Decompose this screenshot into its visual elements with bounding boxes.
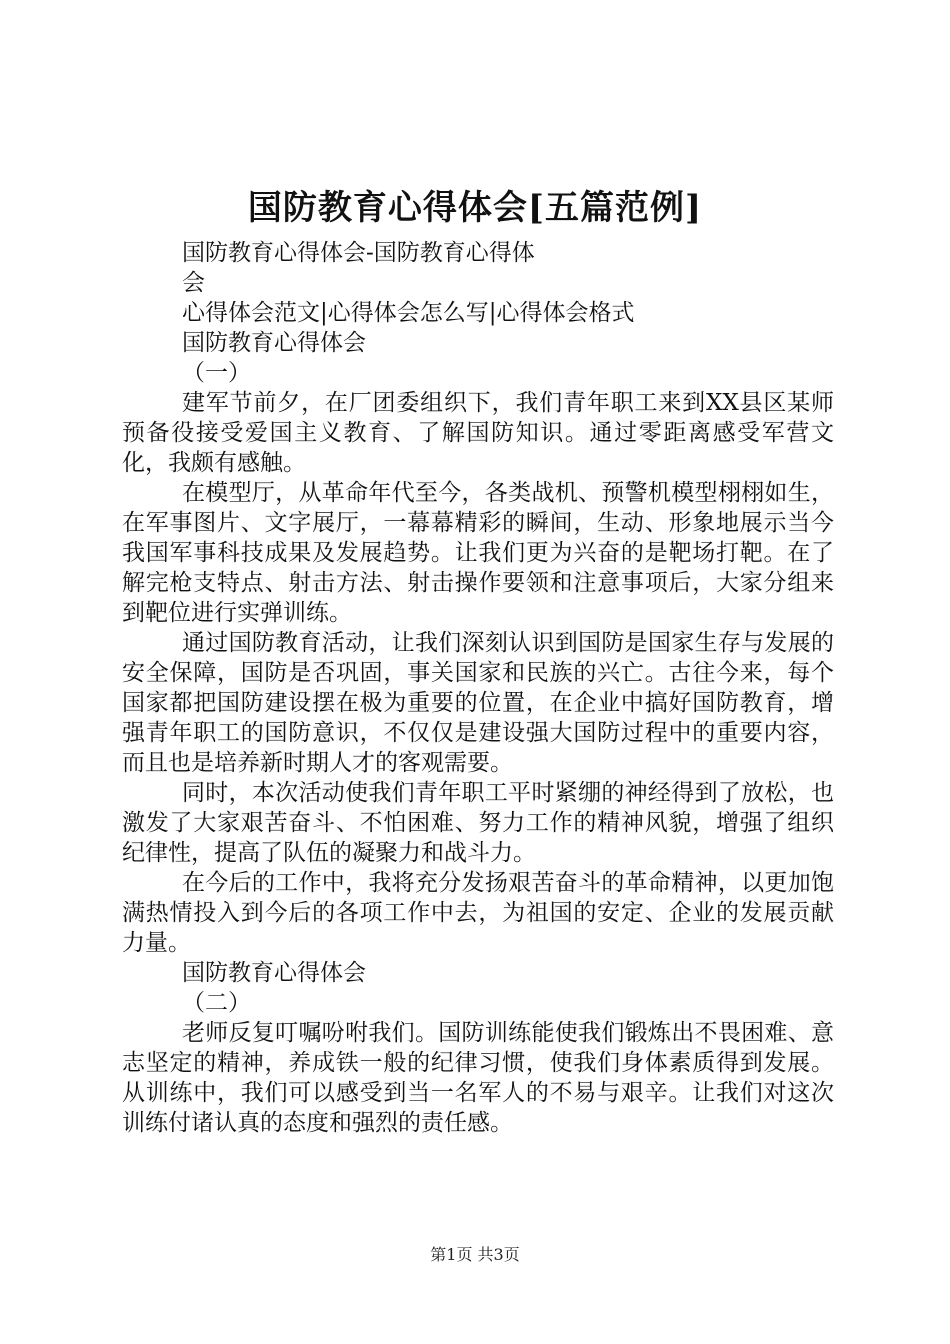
paragraph: 在今后的工作中，我将充分发扬艰苦奋斗的革命精神，以更加饱满热情投入到今后的各项工作中去，为祖国的安定、企业的发展贡献力量。	[122, 870, 834, 956]
document-body	[122, 238, 834, 1138]
header-line: 会	[182, 270, 205, 296]
header-line: 心得体会范文|心得体会怎么写|心得体会格式	[182, 300, 635, 326]
section-heading: 国防教育心得体会	[182, 330, 366, 356]
paragraph: 老师反复叮嘱吩咐我们。国防训练能使我们锻炼出不畏困难、意志坚定的精神，养成铁一般的纪律习惯，使我们身体素质得到发展。从训练中，我们可以感受到当一名军人的不易与艰辛。让我们对这次训练付诸认真的态度和强烈的责任感。	[122, 1020, 834, 1136]
paragraph: 同时，本次活动使我们青年职工平时紧绷的神经得到了放松，也激发了大家艰苦奋斗、不怕困难、努力工作的精神风貌，增强了组织纪律性，提高了队伍的凝聚力和战斗力。	[122, 780, 834, 866]
section-number: （二）	[182, 990, 251, 1016]
paragraph: 建军节前夕，在厂团委组织下，我们青年职工来到XX县区某师预备役接受爱国主义教育、了解国防知识。通过零距离感受军营文化，我颇有感触。	[122, 390, 834, 476]
header-line: 国防教育心得体会-国防教育心得体	[182, 240, 535, 266]
page-footer: 第1页 共3页	[430, 1245, 520, 1264]
section-number: （一）	[182, 360, 251, 386]
section-heading: 国防教育心得体会	[182, 960, 366, 986]
paragraph: 通过国防教育活动，让我们深刻认识到国防是国家生存与发展的安全保障，国防是否巩固，事关国家和民族的兴亡。古往今来，每个国家都把国防建设摆在极为重要的位置，在企业中搞好国防教育，增强青年职工的国防意识，不仅仅是建设强大国防过程中的重要内容，而且也是培养新时期人才的客观需要。	[122, 630, 834, 776]
paragraph: 在模型厅，从革命年代至今，各类战机、预警机模型栩栩如生，在军事图片、文字展厅，一幕幕精彩的瞬间，生动、形象地展示当今我国军事科技成果及发展趋势。让我们更为兴奋的是靶场打靶。在了解完枪支特点、射击方法、射击操作要领和注意事项后，大家分组来到靶位进行实弹训练。	[122, 480, 834, 626]
document-title: 国防教育心得体会[五篇范例]	[247, 188, 703, 228]
